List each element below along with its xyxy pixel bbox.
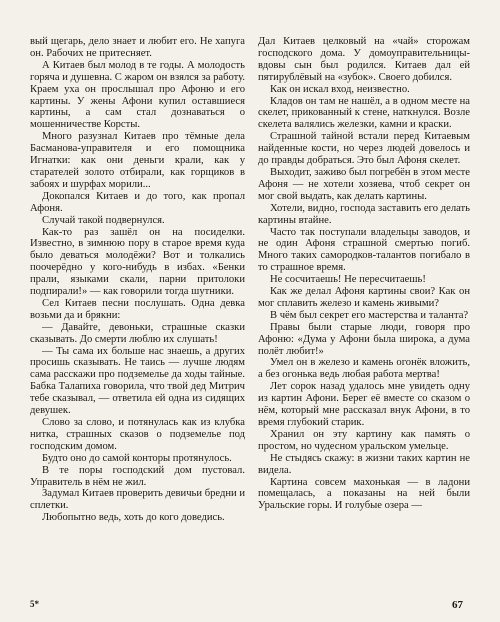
paragraph: Правы были старые люди, говоря про Афоню: «Дума у Афони была широка, а дума полёт любит!» [258,321,470,357]
paragraph: Случай такой подвернулся. [42,214,165,226]
paragraph: Выходит, заживо был погребён в этом месте Афоня — не хотели хозяева, чтоб секрет он мог свой выдать, как делать картины. [258,166,471,202]
paragraph: Как же делал Афоня картины свои? Как он мог сплавить железо и камень живыми? [258,286,470,309]
paragraph: Любопытно ведь, хоть до кого доведись. [42,512,225,524]
paragraph: Будто оно до самой конторы протянулось. [42,452,232,464]
paragraph: Часто так поступали владельцы заводов, и не один Афоня страшной смертью погиб. Много таких самородков-талантов погибало в то страшное время. [258,226,470,274]
paragraph: Дал Китаев целковый на «чай» сторожам господского дома. У домоуправительницы-вдовы сын был родился. Китаев дал ей пятирублёвый на «зубок». Своего добился. [258,36,470,83]
paragraph: Не сосчитаешь! Не пересчитаешь! [270,274,426,286]
paragraph: Сел Китаев песни послушать. Одна девка возьми да и брякни: [30,297,245,321]
paragraph: Задумал Китаев проверить девичьи бредни и сплетки. [30,488,245,512]
paragraph: В чём был секрет его мастерства и таланта? [270,309,469,321]
paragraph: Умел он в железо и камень огонёк вложить, а без огонька ведь любая работа мертва! [258,357,470,381]
paragraph: Страшной тайной встали перед Китаевым найденные кости, но через людей довелось и до правды добраться. Это был Афоня скелет. [258,131,470,167]
paragraph: В те поры господский дом пустовал. Управитель в нём не жил. [30,464,245,488]
paragraph: Много разузнал Китаев про тёмные дела Басманова-управителя и его помощника Игнатки: как они деньги крали, как у старателей золото отбирали, как горщиков в забоях и шурфах морили... [30,131,245,190]
paragraph: А Китаев был молод в те годы. А молодость горяча и душевна. С жаром он взялся за работу. Краем уха он прослышал про Афоню и его картины. У жены Афони купил оставшиеся картины, а сам стал дознаваться о мошенничестве Корсты. [30,59,245,131]
right-column [258,36,470,512]
paragraph: Докопался Китаев и до того, как пропал Афоня. [30,190,245,214]
paragraph: Хотели, видно, господа заставить его делать картины втайне. [258,202,470,226]
page-number: 67 [452,599,463,611]
paragraph: Не стыдясь скажу: в жизни таких картин не видела. [258,452,470,476]
paragraph: — Давайте, девоньки, страшные сказки сказывать. До смерти люблю их слушать! [30,321,245,345]
paragraph: Кладов он там не нашёл, а в одном месте на скелет, прикованный к стене, наткнулся. Возле скелета валялись железки, камни и краски. [258,95,470,131]
paragraph: Картина совсем махонькая — в ладони помещалась, а показаны на ней были Уральские горы. И голубые озера — [258,476,470,512]
left-column [30,36,245,524]
signature-mark: 5* [30,599,39,609]
paragraph: Хранил он эту картину как память о простом, но чудесном уральском умельце. [258,428,470,452]
paragraph: вый щегарь, дело знает и любит его. Не хапуга он. Рабочих не притесняет. [30,36,245,59]
paragraph: Слово за слово, и потянулась как из клубка нитка, страшных сказов о подземелье под господским домом. [30,417,245,452]
paragraph: — Ты сама их больше нас знаешь, а других просишь сказывать. Не таись — лучше людям сама расскажи про подземелье да ходы тайные. Бабка Талапиха говорила, что твой дед Митрич тебе сказывал, — ответила ей одна из сидящих девушек. [30,345,245,417]
paragraph: Как-то раз зашёл он на посиделки. Известно, в зимнюю пору в старое время куда было деваться молодёжи? Вот и толкались поочерёдно у кого-нибудь в избах. «Бенки прали, языками скали, парни притолоки подпирали!» — как говорили тогда шутники. [30,226,245,298]
paragraph: Как он искал вход, неизвестно. [270,83,410,95]
paragraph: Лет сорок назад удалось мне увидеть одну из картин Афони. Берег её вместе со сказом о нём, который мне рассказал внук Афони, в то время глубокий старик. [258,381,470,428]
